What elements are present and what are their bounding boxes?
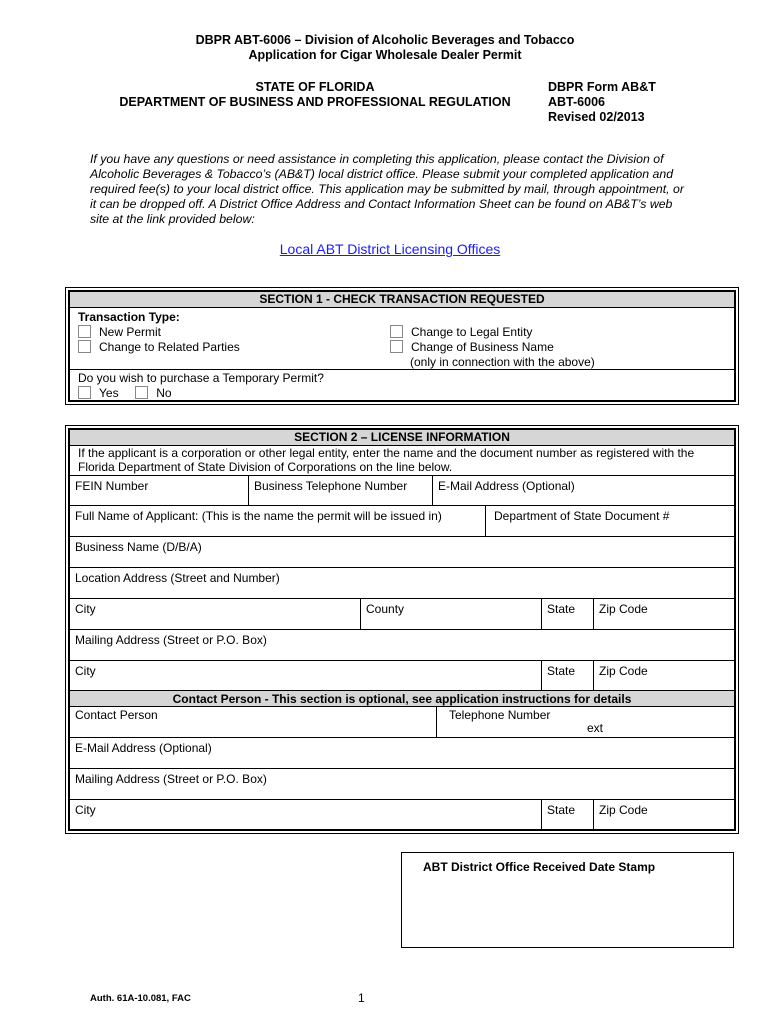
change-legal-checkbox[interactable] xyxy=(390,325,403,338)
contact-heading: Contact Person - This section is optional, see application instructions for details xyxy=(70,691,734,707)
change-related-label: Change to Related Parties xyxy=(99,340,240,354)
full-name-field[interactable] xyxy=(70,506,485,536)
row-city-county xyxy=(70,599,734,630)
state-name: STATE OF FLORIDA xyxy=(255,80,375,94)
zip-field[interactable] xyxy=(593,599,734,629)
new-permit-option[interactable] xyxy=(78,325,161,339)
doc-number-label: Department of State Document # xyxy=(494,509,670,523)
page-number: 1 xyxy=(358,991,365,1005)
authority-citation: Auth. 61A-10.081, FAC xyxy=(90,993,191,1004)
zip2-field[interactable] xyxy=(593,661,734,690)
city-label: City xyxy=(75,602,96,616)
contact-person-field[interactable] xyxy=(70,707,436,737)
section-1 xyxy=(68,290,736,402)
form-revision: Revised 02/2013 xyxy=(548,110,645,124)
department-name: DEPARTMENT OF BUSINESS AND PROFESSIONAL REGULATION xyxy=(119,95,511,109)
new-permit-label: New Permit xyxy=(99,325,162,339)
change-legal-option[interactable] xyxy=(390,325,532,339)
business-name-field[interactable] xyxy=(70,537,734,567)
contact-phone-field[interactable] xyxy=(436,707,734,737)
row-mailing xyxy=(70,630,734,661)
business-phone-label: Business Telephone Number xyxy=(254,479,408,493)
full-name-label: Full Name of Applicant: (This is the name the permit will be issued in) xyxy=(75,509,442,523)
mailing-field[interactable] xyxy=(70,630,734,660)
row-full-name xyxy=(70,506,734,537)
row-contact-city xyxy=(70,800,734,829)
location-field[interactable] xyxy=(70,568,734,598)
transaction-type-label: Transaction Type: xyxy=(78,310,180,324)
email-field[interactable] xyxy=(432,476,734,505)
change-name-note: (only in connection with the above) xyxy=(410,355,595,369)
state2-field[interactable] xyxy=(541,661,593,690)
form-number-line1: DBPR Form AB&T xyxy=(548,80,656,94)
change-related-option[interactable] xyxy=(78,340,240,354)
business-name-label: Business Name (D/B/A) xyxy=(75,540,202,554)
form-number-line2: ABT-6006 xyxy=(548,95,605,109)
fein-field[interactable] xyxy=(70,476,248,505)
row-contact-mailing xyxy=(70,769,734,800)
doc-number-field[interactable] xyxy=(485,506,734,536)
form-title-line2: Application for Cigar Wholesale Dealer Permit xyxy=(248,48,522,62)
contact-city-label: City xyxy=(75,803,96,817)
temp-yes-checkbox[interactable] xyxy=(78,386,91,399)
stamp-label: ABT District Office Received Date Stamp xyxy=(423,860,656,874)
form-title xyxy=(0,33,770,63)
contact-state-field[interactable] xyxy=(541,800,593,829)
temp-no-checkbox[interactable] xyxy=(135,386,148,399)
change-name-checkbox[interactable] xyxy=(390,340,403,353)
section-2-instructions: If the applicant is a corporation or other legal entity, enter the name and the document number as registered with the Florida Department of State Division of Corporations on the line below. xyxy=(78,446,695,474)
received-date-stamp-box xyxy=(401,852,734,948)
contact-city-field[interactable] xyxy=(70,800,541,829)
section-1-heading: SECTION 1 - CHECK TRANSACTION REQUESTED xyxy=(70,292,734,308)
row-location xyxy=(70,568,734,599)
section-1-divider xyxy=(70,369,734,370)
district-offices-link[interactable]: Local ABT District Licensing Offices xyxy=(279,241,501,257)
section-2 xyxy=(68,428,736,831)
zip2-label: Zip Code xyxy=(599,664,648,678)
contact-zip-field[interactable] xyxy=(593,800,734,829)
change-name-option[interactable] xyxy=(390,340,554,354)
county-label: County xyxy=(366,602,405,616)
state2-label: State xyxy=(547,664,576,678)
state-label: State xyxy=(547,602,576,616)
temp-permit-options xyxy=(78,386,172,400)
intro-paragraph: If you have any questions or need assistance in completing this application, please contact the Division of Alcoholic Beverages & Tobacco’s (AB&T) local district office. Please submit your completed application and required fee(s) to your local district office. This application may be submitted by mail, through appointment, or it can be dropped off. A District Office Address and Contact Information Sheet can be found on AB&T’s web site at the link provided below: xyxy=(90,152,684,226)
row-contact xyxy=(70,707,734,738)
ext-label: ext xyxy=(587,721,604,735)
contact-state-label: State xyxy=(547,803,576,817)
contact-phone-label: Telephone Number xyxy=(449,708,551,722)
city-field[interactable] xyxy=(70,599,360,629)
city2-label: City xyxy=(75,664,96,678)
new-permit-checkbox[interactable] xyxy=(78,325,91,338)
temp-no-label: No xyxy=(156,386,172,400)
row-contact-email xyxy=(70,738,734,769)
contact-mailing-field[interactable] xyxy=(70,769,734,799)
contact-mailing-label: Mailing Address (Street or P.O. Box) xyxy=(75,772,267,786)
contact-email-field[interactable] xyxy=(70,738,734,768)
mailing-label: Mailing Address (Street or P.O. Box) xyxy=(75,633,267,647)
fein-label: FEIN Number xyxy=(75,479,149,493)
agency-block xyxy=(100,80,530,110)
state-field[interactable] xyxy=(541,599,593,629)
change-name-label: Change of Business Name xyxy=(411,340,554,354)
form-number-block xyxy=(548,80,656,125)
form-title-line1: DBPR ABT-6006 – Division of Alcoholic Beverages and Tobacco xyxy=(195,33,575,47)
location-label: Location Address (Street and Number) xyxy=(75,571,280,585)
section-2-heading: SECTION 2 – LICENSE INFORMATION xyxy=(70,430,734,446)
county-field[interactable] xyxy=(360,599,541,629)
email-label: E-Mail Address (Optional) xyxy=(438,479,575,493)
contact-email-label: E-Mail Address (Optional) xyxy=(75,741,212,755)
temp-yes-label: Yes xyxy=(99,386,119,400)
business-phone-field[interactable] xyxy=(248,476,432,505)
contact-zip-label: Zip Code xyxy=(599,803,648,817)
row-business-name xyxy=(70,537,734,568)
temp-permit-question: Do you wish to purchase a Temporary Permit? xyxy=(78,371,324,385)
row-city2 xyxy=(70,661,734,691)
change-related-checkbox[interactable] xyxy=(78,340,91,353)
city2-field[interactable] xyxy=(70,661,541,690)
zip-label: Zip Code xyxy=(599,602,648,616)
row-fein-phone-email xyxy=(70,475,734,506)
contact-person-label: Contact Person xyxy=(75,708,158,722)
change-legal-label: Change to Legal Entity xyxy=(411,325,533,339)
